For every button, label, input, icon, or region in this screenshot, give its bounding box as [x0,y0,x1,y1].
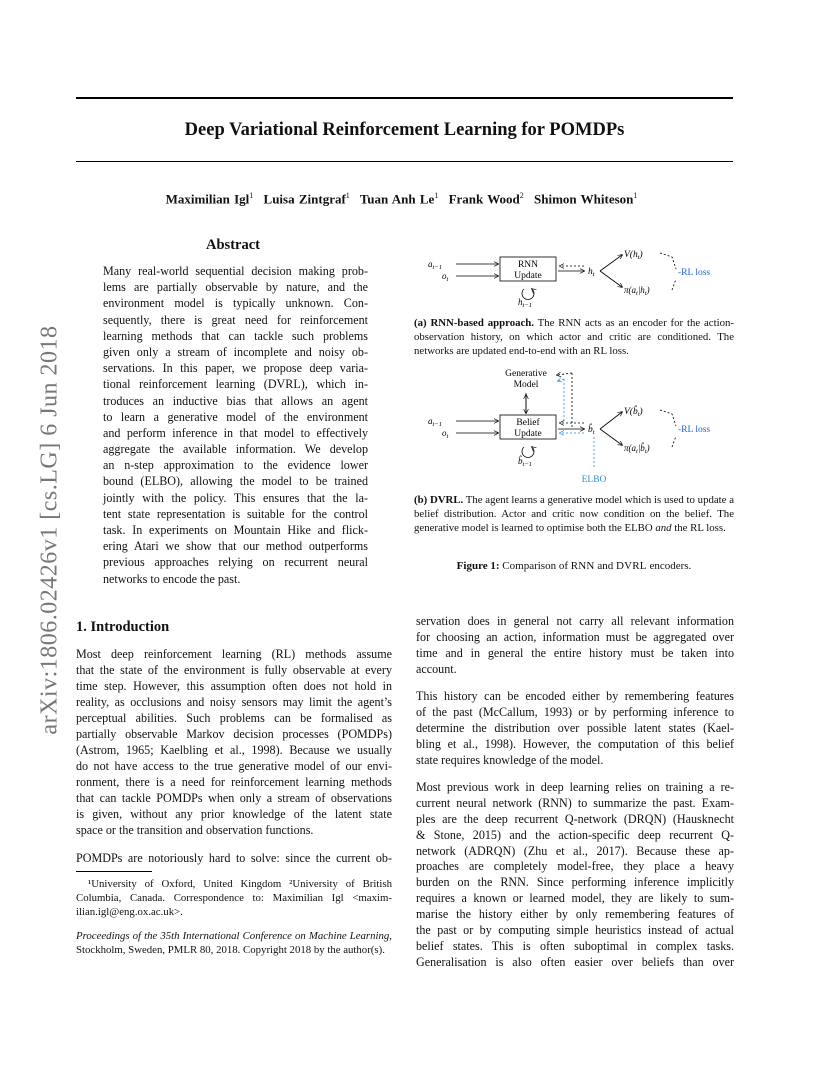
text-line: perceptual abilities. Such problems can be formalised as [76,711,392,725]
author: Frank Wood [448,191,520,207]
right-paragraph-1 [416,614,734,678]
text-line: that the state of the environment is fully observable at every [76,663,392,677]
figure-1b-caption: (b) DVRL. The agent learns a generative model which is used to update a belief distribution. Actor and critic now condition on the belief. The generative model is learned to optimise both the ELBO and the RL loss. [414,494,734,534]
text-line: ronment, there is a need for reinforcement learning methods [76,775,392,789]
svg-text:RNN: RNN [517,260,539,270]
author: Tuan Anh Le [359,191,435,207]
text-line: do not have access to the true generative model of our envi- [76,759,392,773]
author: Luisa Zintgraf [263,191,346,207]
text-line: servations. In this paper, we propose deep varia- [103,361,368,376]
figure-1-caption: Figure 1: Comparison of RNN and DVRL encoders. [456,560,692,572]
text-line: task. In experiments on Mountain Hike and flick- [103,523,368,537]
text-line: Generalisation is also often easier over beliefs than over [416,954,734,969]
text-line: partially observable Markov decision processes (POMDPs) [76,727,392,741]
text-line: marise the history either by only remembering features of [416,907,734,922]
figure-1a-caption: (a) RNN-based approach. The RNN acts as an encoder for the action-observation history, on which actor and critic are conditioned. The networks are updated end-to-end with an RL loss. [414,317,734,357]
svg-text:-RL loss: -RL loss [678,425,711,435]
svg-text:at−1: $a_{t-1}$ [428,416,442,428]
text-line: This history can be encoded either by remembering features [416,689,734,703]
text-line: learning methods that can tackle such problems [103,328,368,343]
text-line: state requires knowledge of the model. [416,752,604,767]
paper-title: Deep Variational Reinforcement Learning for POMDPs [184,120,625,140]
right-paragraph-3 [416,780,734,971]
text-line: bling et al., 1998). However, the computation of this belief [416,736,734,751]
figure-1a-diagram [414,243,734,311]
text-line: ering Atari we show that our method outperforms [103,539,368,554]
text-line: Most previous work in deep learning relies on training a re- [416,780,734,794]
text-line: networks to encode the past. [103,571,241,586]
text-line: network (ADRQN) (Zhu et al., 2017). Because these ap- [416,843,734,858]
text-line: time and in general the entire history must be taken into [416,645,734,660]
text-line: lems are partially observable by nature, and the [103,280,368,295]
text-line: proaches are completely model-free, they place a heavy [416,859,734,874]
text-line: tional reinforcement learning (DVRL), which in- [103,377,368,392]
svg-text:at−1: $a_{t-1}$ [428,259,442,271]
text-line: Most deep reinforcement learning (RL) methods assume [76,647,392,661]
svg-text:-RL loss: -RL loss [678,268,711,278]
svg-text:b̂t−1: $b̂_{t-1}$ [518,456,532,468]
text-line: servation does in general not carry all relevant information [416,614,734,628]
author: Shimon Whiteson [534,191,634,207]
text-line: (Astrom, 1965; Kaelbling et al., 1998). Because we usually [76,743,392,757]
text-line: Many real-world sequential decision making prob- [103,264,368,278]
text-line: & Stone, 2015) and the action-specific deep recurrent Q- [416,827,734,842]
text-line: troduces an inductive bias that allows an agent [103,393,368,408]
svg-text:V(b̂t): $V(b̂_t)$ [624,407,643,418]
arxiv-id: arXiv:1806.02426v1 [cs.LG] 6 Jun 2018 [36,325,63,735]
text-line: account. [416,661,457,676]
text-line: and perform inference in that model to effectively [103,425,368,440]
svg-text:V(ht): $V(h_t)$ [624,250,643,261]
svg-text:ht: $h_t$ [588,267,595,278]
abstract-body [103,263,368,587]
arxiv-sidebar [20,290,80,770]
text-line: ples are the deep recurrent Q-network (DRQN) (Hausknecht [416,811,734,826]
text-line: to learn a generative model of the environment [103,409,368,424]
svg-text:Generative: Generative [505,369,547,379]
intro-paragraph-1 [76,646,392,838]
svg-text:Update: Update [514,271,542,281]
svg-text:ot: $o_t$ [442,271,449,283]
author-list: Maximilian Igl$^1$ Luisa Zintgraf$^1$ Tuan Anh Le$^1$ Frank Wood$^2$ Shimon Whiteson$^1$ [165,191,638,207]
svg-text:Belief: Belief [516,418,540,428]
text-line: tent state representation is suitable for the control [103,506,368,521]
svg-text:ht−1: $h_{t-1}$ [518,297,532,309]
text-line: requires a known or learned model, they are likely to sum- [416,891,734,906]
svg-text:ELBO: ELBO [581,475,607,485]
text-line: time step. However, this assumption often does not hold in [76,679,392,693]
svg-text:ot: $o_t$ [442,428,449,440]
svg-text:Model: Model [513,380,539,390]
text-line: reality, as occlusions and noisy sensors may limit the agent’s [76,695,392,709]
text-line: determine the distribution over possible latent states (Kael- [416,720,734,735]
text-line: that can tackle POMDPs when only a stream of observations [76,791,392,805]
author: Maximilian Igl [165,191,250,207]
text-line: belief states. This is often suboptimal in complex tasks. [416,938,734,953]
text-line: POMDPs are notoriously hard to solve: since the current ob- [76,851,392,865]
figure-1b-diagram [414,365,734,489]
text-line: sequently, there is great need for reinforcement [103,312,368,327]
intro-paragraph-2 [76,850,392,866]
text-line: is given, without any prior knowledge of the latent state [76,807,392,821]
footnote-affiliations: ¹University of Oxford, United Kingdom ²University of British Columbia, Canada. Correspondence to: Maximilian Igl <maxim-ilian.igl@eng.ox.ac.uk>. [76,878,392,918]
text-line: given only a stream of incomplete and noisy ob- [103,344,368,359]
text-line: jointly with the policy. This ensures that the la- [103,490,368,505]
svg-text:π(at|b̂t): $\pi(a_t|b̂_t)$ [624,443,650,455]
footnote-proceedings: Proceedings of the 35th International Conference on Machine Learning, Stockholm, Sweden, PMLR 80, 2018. Copyright 2018 by the author(s). [76,930,392,956]
right-paragraph-2 [416,689,734,768]
text-line: current neural network (RNN) to summarize the past. Exam- [416,795,734,810]
abstract-heading: Abstract [206,237,260,253]
text-line: space or the transition and observation functions. [76,823,314,837]
text-line: aggregate the available information. We develop [103,442,368,457]
text-line: of the past (McCallum, 1993) or by performing inference to [416,704,734,719]
title-top-rule [76,97,733,99]
text-line: an n-step approximation to the evidence lower [103,458,368,473]
text-line: the past or by computing simple heuristics instead of actual [416,923,734,938]
footnote-rule [76,871,152,872]
text-line: burden on the RNN. Since performing inference implicitly [416,875,734,890]
text-line: environment model is typically unknown. Con- [103,296,368,311]
text-line: previous approaches relying on recurrent neural [103,555,368,570]
text-line: bound (ELBO), allowing the model to be trained [103,474,368,489]
svg-text:b̂t: $b̂_t$ [588,425,595,436]
svg-text:Update: Update [514,429,542,439]
svg-text:π(at|ht): $\pi(a_t|h_t)$ [624,285,650,297]
title-bottom-rule [76,161,733,162]
section-heading-introduction: 1. Introduction [76,619,170,635]
text-line: for choosing an action, information must be aggregated over [416,629,734,644]
